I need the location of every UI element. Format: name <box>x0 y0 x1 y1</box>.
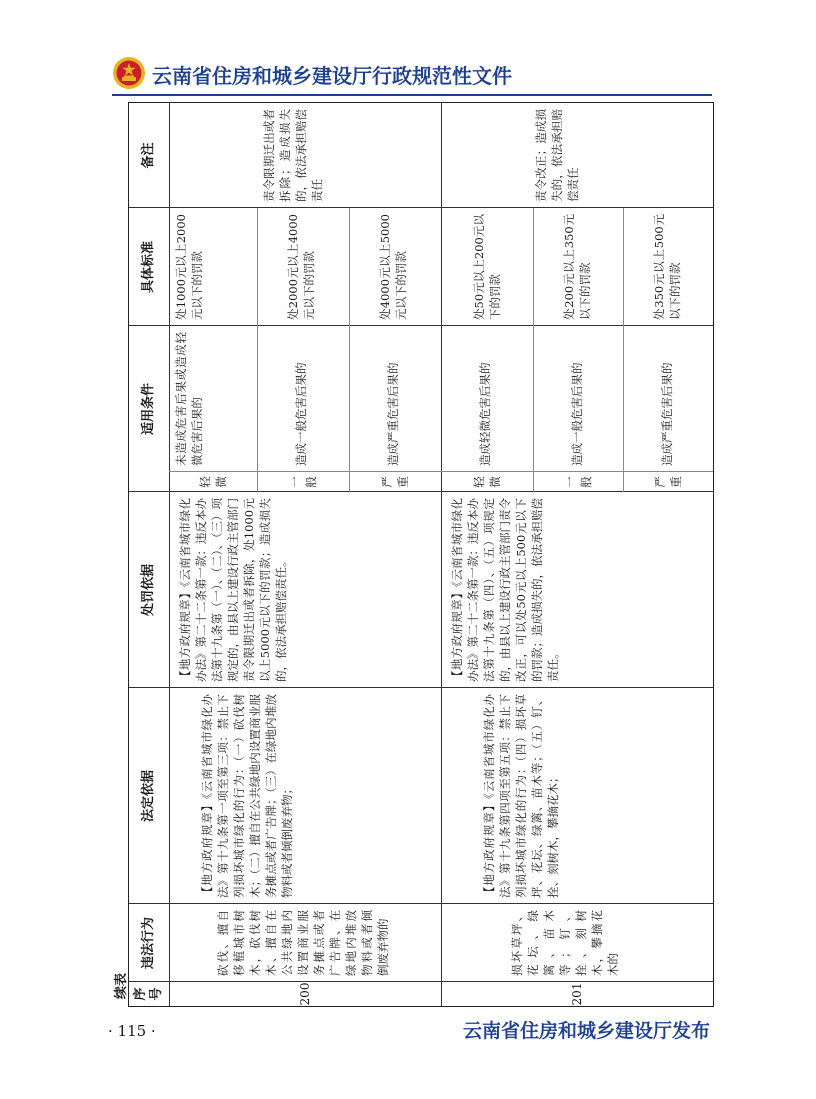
row-201-seq: 201 <box>570 982 584 1006</box>
grid-line <box>129 207 713 208</box>
table-region <box>110 102 714 1007</box>
penalty-table <box>128 102 714 1007</box>
grid-line <box>129 687 713 688</box>
row-201-grade-1-condition: 造成轻微危害后果的 <box>478 362 492 466</box>
header-divider <box>112 94 712 96</box>
row-200-grade-1-standard: 处1000元以上2000元以下的罚款 <box>174 214 204 320</box>
row-201-remark: 责令改正；造成损失的，依法承担赔偿责任 <box>534 109 580 202</box>
footer-publisher: 云南省住房和城乡建设厅发布 <box>462 1020 710 1042</box>
header-standard: 具体标准 <box>141 241 156 294</box>
row-200-act: 砍伐、擅自移植城市树木，砍伐树木、擅自在公共绿地内设置商业服务摊点或者广告牌、在绿地内堆放物料或者倾倒废弃物的 <box>216 910 390 976</box>
row-201-grade-2-condition: 造成一般危害后果的 <box>570 362 584 466</box>
header-conditions: 适用条件 <box>141 383 156 436</box>
row-201-grade-1-standard: 处50元以上200元以下的罚款 <box>472 214 502 320</box>
grid-line <box>533 208 534 492</box>
page-number: · 115 · <box>108 1022 156 1040</box>
header-remarks: 备注 <box>141 142 156 169</box>
header-legal-basis: 法定依据 <box>141 770 156 823</box>
row-200-grade-3-standard: 处4000元以上5000元以下的罚款 <box>378 214 408 320</box>
row-201-grade-2-level: 一般 <box>563 476 593 488</box>
row-200-remark: 责令限期迁出或者拆除；造成损失的，依法承担赔偿责任 <box>262 109 324 202</box>
row-200-legal-basis: 【地方政府规章】《云南省城市绿化办法》第十九条第一项至第三项：禁止下列损坏城市绿化的行为：（一）砍伐树木；（二）擅自在公共绿地内设置商业服务摊点或者广告牌；（三）在绿地内堆放物料或者倾倒废弃物； <box>200 694 294 898</box>
row-200-penalty-basis: 【地方政府规章】《云南省城市绿化办法》第二十二条第一款：违反本办法第十九条第（一）、（二）、（三）项规定的，由县以上建设行政主管部门责令限期迁出或者拆除，处1000元以上5000元以下的罚款；造成损失的，依法承担赔偿责任。 <box>178 498 288 682</box>
row-200-seq: 200 <box>298 982 312 1006</box>
grid-line <box>623 208 624 492</box>
header-title: 云南省住房和城乡建设厅行政规范性文件 <box>152 64 512 88</box>
grid-line <box>129 325 713 326</box>
row-200-grade-2-standard: 处2000元以上4000元以下的罚款 <box>286 214 316 320</box>
grid-line <box>169 103 170 1006</box>
row-200-grade-3-level: 严重 <box>380 476 410 488</box>
row-200-grade-1-level: 轻微 <box>198 476 228 488</box>
header-penalty-basis: 处罚依据 <box>141 564 156 617</box>
grid-line <box>129 491 713 492</box>
header-act: 违法行为 <box>141 917 156 970</box>
page-header <box>112 56 712 96</box>
row-201-grade-1-level: 轻微 <box>472 476 502 488</box>
header-seq: 序号 <box>133 987 164 1001</box>
row-201-grade-2-standard: 处200元以上350元以下的罚款 <box>562 214 592 320</box>
row-200-grade-1-condition: 未造成危害后果或造成轻微危害后果的 <box>174 332 204 466</box>
rotated-table-page <box>110 102 714 1007</box>
row-201-grade-3-standard: 处350元以上500元以下的罚款 <box>652 214 682 320</box>
grid-line <box>349 208 350 492</box>
row-200-grade-3-condition: 造成严重危害后果的 <box>386 362 400 466</box>
grid-line <box>129 981 713 982</box>
row-200-grade-2-condition: 造成一般危害后果的 <box>294 362 308 466</box>
continuation-label: 续表 <box>114 972 129 999</box>
grid-line <box>169 471 713 472</box>
row-201-legal-basis: 【地方政府规章】《云南省城市绿化办法》第十九条第四项至第五项：禁止下列损坏城市绿化的行为：（四）损坏草坪、花坛、绿篱、苗木等；（五）钉、拴、刻树木，攀摘花木； <box>482 694 560 898</box>
row-201-act: 损坏草坪、花坛、绿篱、苗木等；钉、拴、刻树木，攀摘花木的 <box>510 910 620 976</box>
row-201-penalty-basis: 【地方政府规章】《云南省城市绿化办法》第二十二条第一款：违反本办法第十九条第（四）、（五）项规定的，由县以上建设行政主管部门责令改正，可以处50元以上500元以下的罚款；造成损失的，依法承担赔偿责任。 <box>450 498 560 682</box>
national-emblem-icon <box>112 56 146 90</box>
grid-line <box>257 208 258 492</box>
grid-line <box>441 103 442 1006</box>
row-201-grade-3-level: 严重 <box>653 476 683 488</box>
row-201-grade-3-condition: 造成严重危害后果的 <box>660 362 674 466</box>
grid-line <box>129 903 713 904</box>
row-200-grade-2-level: 一般 <box>288 476 318 488</box>
